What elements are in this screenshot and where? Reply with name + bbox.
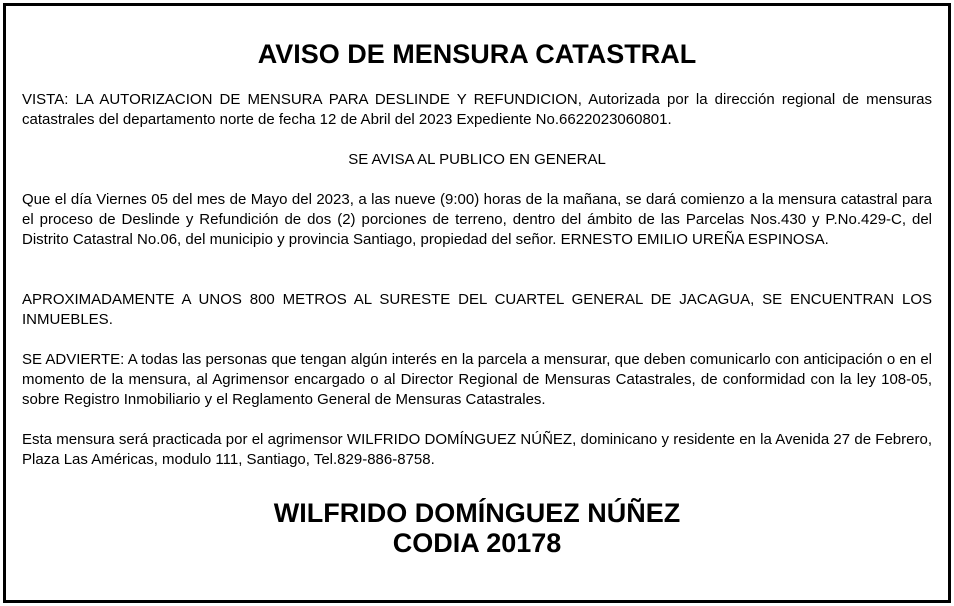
warning-paragraph: SE ADVIERTE: A todas las personas que tengan algún interés en la parcela a mensurar, que deben comunicarlo con anticipación o en el momento de la mensura, al Agrimensor encargado o al Director Regional de Mensuras Catastrales, de conformidad con la ley 108-05, sobre Registro Inmobiliario y el Reglamento General de Mensuras Catastrales. xyxy=(22,351,932,408)
signature-name: WILFRIDO DOMÍNGUEZ NÚÑEZ xyxy=(273,498,681,528)
vista-paragraph: VISTA: LA AUTORIZACION DE MENSURA PARA DESLINDE Y REFUNDICION, Autorizada por la dirección regional de mensuras catastrales del departamento norte de fecha 12 de Abril del 2023 Expediente No.6622023060801. xyxy=(22,91,932,128)
public-notice-line: SE AVISA AL PUBLICO EN GENERAL xyxy=(348,151,606,168)
notice-content xyxy=(22,6,932,600)
location-paragraph: APROXIMADAMENTE A UNOS 800 METROS AL SURESTE DEL CUARTEL GENERAL DE JACAGUA, SE ENCUENTRAN LOS INMUEBLES. xyxy=(22,291,932,328)
signature-codia: CODIA 20178 xyxy=(392,528,562,558)
date-paragraph: Que el día Viernes 05 del mes de Mayo del 2023, a las nueve (9:00) horas de la mañana, se dará comienzo a la mensura catastral para el proceso de Deslinde y Refundición de dos (2) porciones de terreno, dentro del ámbito de las Parcelas Nos.430 y P.No.429-C, del Distrito Catastral No.06, del municipio y provincia Santiago, propiedad del señor. ERNESTO EMILIO UREÑA ESPINOSA. xyxy=(22,191,932,248)
notice-title: AVISO DE MENSURA CATASTRAL xyxy=(257,39,697,69)
notice-frame xyxy=(3,3,951,603)
surveyor-paragraph: Esta mensura será practicada por el agrimensor WILFRIDO DOMÍNGUEZ NÚÑEZ, dominicano y residente en la Avenida 27 de Febrero, Plaza Las Américas, modulo 111, Santiago, Tel.829-886-8758. xyxy=(22,431,932,468)
